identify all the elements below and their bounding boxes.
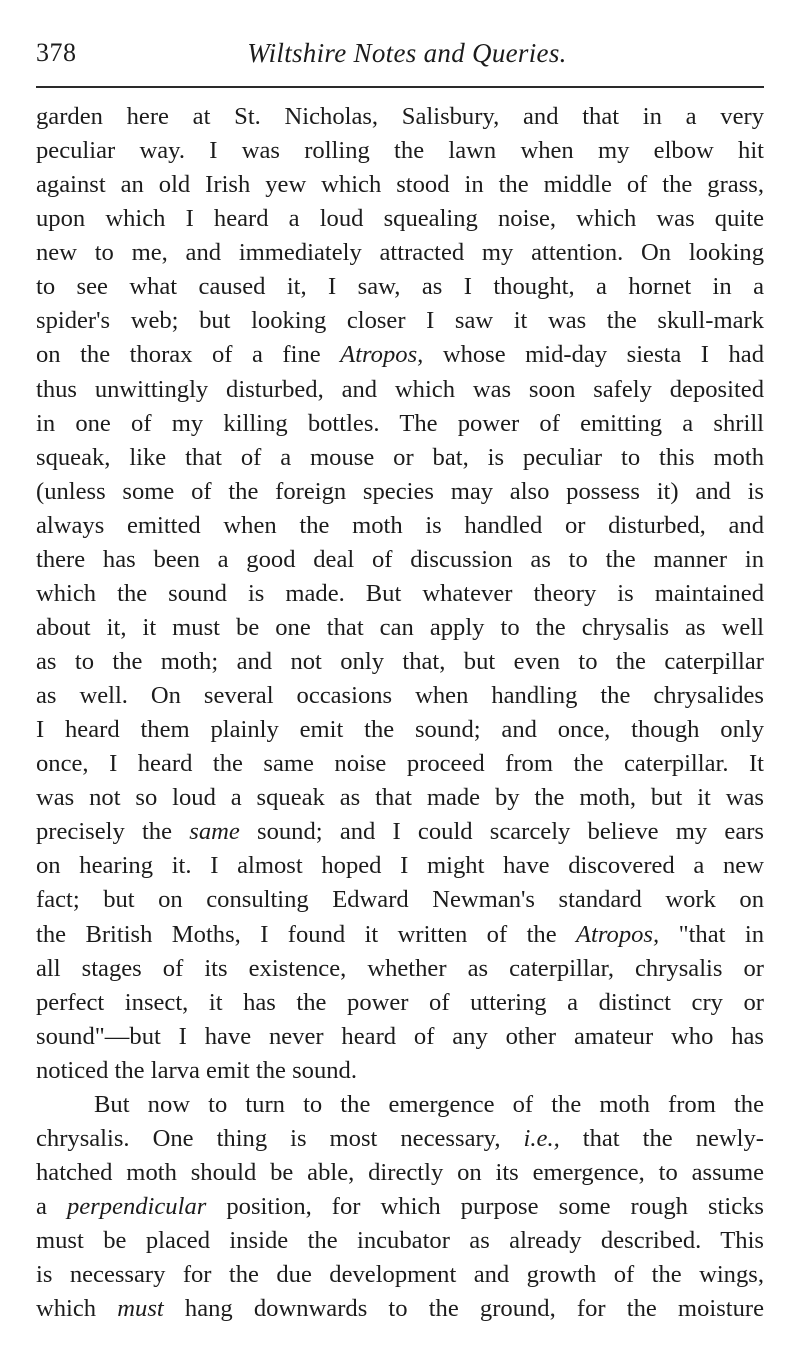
text-line: noticed the larva emit the sound. bbox=[36, 1056, 357, 1084]
text-segment: "that in bbox=[678, 920, 765, 948]
text-line: once, I heard the same noise proceed from the caterpillar. It bbox=[36, 750, 764, 778]
text-line: I heard them plainly emit the sound; and once, though only bbox=[36, 716, 764, 744]
text-line bbox=[36, 918, 764, 952]
text-segment: chrysalis. One thing is most necessary, bbox=[36, 1124, 501, 1152]
text-line: squeak, like that of a mouse or bat, is peculiar to this moth bbox=[36, 443, 764, 471]
header-rule bbox=[36, 86, 764, 88]
text-line: hatched moth should be able, directly on its emergence, to assume bbox=[36, 1158, 764, 1186]
text-line bbox=[36, 1190, 764, 1224]
text-line: perfect insect, it has the power of uttering a distinct cry or bbox=[36, 988, 764, 1016]
text-segment: the British Moths, I found it written of the bbox=[36, 920, 557, 948]
text-line bbox=[36, 338, 764, 372]
text-line: about it, it must be one that can apply to the chrysalis as well bbox=[36, 613, 764, 641]
text-segment: whose mid-day siesta I had bbox=[442, 341, 764, 369]
emphasis: i.e., bbox=[523, 1124, 560, 1152]
text-line: spider's web; but looking closer I saw it was the skull-mark bbox=[36, 307, 764, 335]
species-name: Atropos, bbox=[340, 341, 424, 369]
text-line: in one of my killing bottles. The power of emitting a shrill bbox=[36, 409, 764, 437]
text-line: against an old Irish yew which stood in the middle of the grass, bbox=[36, 171, 764, 199]
text-line: as to the moth; and not only that, but even to the caterpillar bbox=[36, 648, 764, 675]
text-segment: which bbox=[36, 1295, 97, 1323]
emphasis: perpendicular bbox=[66, 1193, 207, 1220]
text-line: as well. On several occasions when handling the chrysalides bbox=[36, 682, 764, 710]
text-line: there has been a good deal of discussion as to the manner in bbox=[36, 545, 764, 573]
text-line: new to me, and immediately attracted my attention. On looking bbox=[36, 239, 764, 267]
text-line: But now to turn to the emergence of the moth from the bbox=[94, 1090, 764, 1118]
text-line: must be placed inside the incubator as already described. This bbox=[36, 1227, 764, 1255]
text-line: to see what caused it, I saw, as I thought, a hornet in a bbox=[36, 273, 764, 301]
text-line: always emitted when the moth is handled or disturbed, and bbox=[36, 511, 764, 539]
text-line: fact; but on consulting Edward Newman's standard work on bbox=[36, 886, 764, 914]
text-segment: hang downwards to the ground, for the moisture bbox=[184, 1295, 765, 1323]
text-line: garden here at St. Nicholas, Salisbury, and that in a very bbox=[36, 103, 764, 130]
text-line bbox=[36, 1122, 764, 1156]
emphasis: must bbox=[117, 1295, 164, 1323]
text-segment: on the thorax of a fine bbox=[36, 341, 321, 369]
text-segment: a bbox=[36, 1193, 47, 1220]
text-line bbox=[36, 815, 764, 849]
text-line: upon which I heard a loud squealing noise, which was quite bbox=[36, 205, 764, 233]
text-line: on hearing it. I almost hoped I might have discovered a new bbox=[36, 852, 764, 880]
text-line: all stages of its existence, whether as caterpillar, chrysalis or bbox=[36, 954, 764, 982]
species-name: Atropos, bbox=[576, 920, 660, 948]
text-segment: that the newly- bbox=[582, 1124, 765, 1152]
text-line: which the sound is made. But whatever theory is maintained bbox=[36, 579, 764, 607]
text-line: was not so loud a squeak as that made by the moth, but it was bbox=[36, 784, 764, 812]
text-segment: precisely the bbox=[36, 818, 173, 846]
text-line: thus unwittingly disturbed, and which was soon safely deposited bbox=[36, 375, 764, 403]
page-header-title: Wiltshire Notes and Queries. bbox=[247, 38, 567, 68]
text-line: is necessary for the due development and growth of the wings, bbox=[36, 1261, 764, 1289]
text-line: peculiar way. I was rolling the lawn when my elbow hit bbox=[36, 137, 764, 165]
body-text bbox=[36, 100, 764, 1326]
text-line: sound"—but I have never heard of any other amateur who has bbox=[36, 1022, 764, 1050]
emphasis: same bbox=[189, 818, 240, 846]
text-segment: sound; and I could scarcely believe my ears bbox=[257, 818, 764, 846]
text-line bbox=[36, 1292, 764, 1326]
page-number: 378 bbox=[36, 38, 77, 67]
text-segment: position, for which purpose some rough sticks bbox=[226, 1193, 764, 1220]
running-head bbox=[36, 38, 764, 78]
text-line: (unless some of the foreign species may also possess it) and is bbox=[36, 477, 764, 505]
